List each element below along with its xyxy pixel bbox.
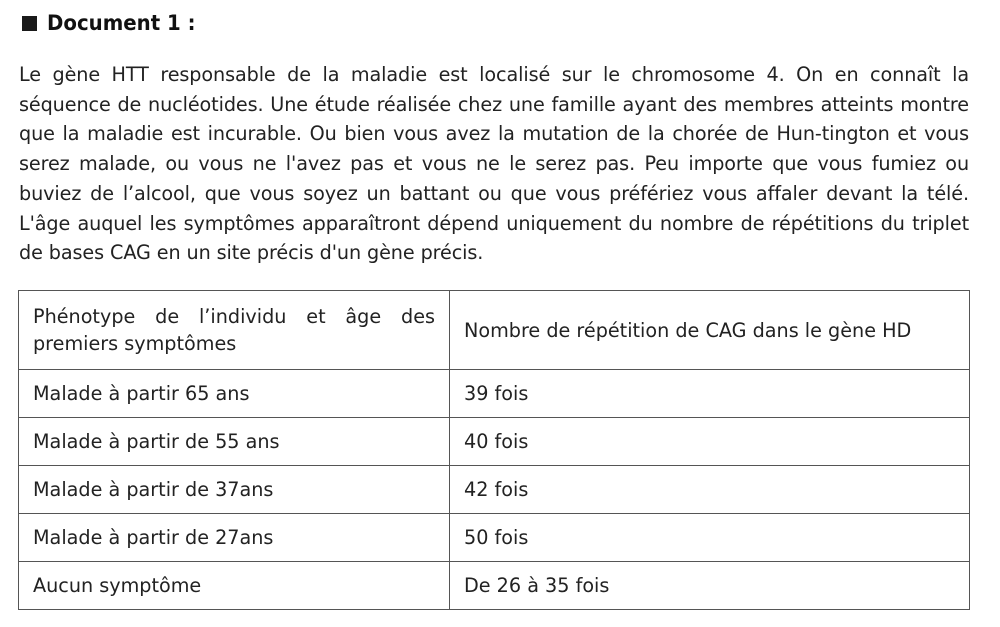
table-cell-phenotype: Malade à partir de 27ans <box>19 514 450 562</box>
table-cell-cag-count: 40 fois <box>450 418 970 466</box>
square-bullet-icon <box>22 16 37 31</box>
table-cell-phenotype: Malade à partir de 55 ans <box>19 418 450 466</box>
table-header-row <box>19 291 970 370</box>
table-cell-cag-count: 50 fois <box>450 514 970 562</box>
table-cell-phenotype: Malade à partir 65 ans <box>19 370 450 418</box>
table-row <box>19 418 970 466</box>
table-row <box>19 514 970 562</box>
table-cell-cag-count: 42 fois <box>450 466 970 514</box>
table-cell-phenotype: Aucun symptôme <box>19 562 450 610</box>
table-row <box>19 562 970 610</box>
table-cell-cag-count: De 26 à 35 fois <box>450 562 970 610</box>
document-paragraph: Le gène HTT responsable de la maladie est localisé sur le chromosome 4. On en connaît la séquence de nucléotides. Une étude réalisée chez une famille ayant des membres atteints montre que la maladie est incurable. Ou bien vous avez la mutation de la chorée de Hun-tington et vous serez malade, ou vous ne l'avez pas et vous ne le serez pas. Peu importe que vous fumiez ou buviez de l’alcool, que vous soyez un battant ou que vous préfériez vous affaler devant la télé. L'âge auquel les symptômes apparaîtront dépend uniquement du nombre de répétitions du triplet de bases CAG en un site précis d'un gène précis. <box>19 63 969 265</box>
table-header-phenotype: Phénotype de l’individu et âge des premiers symptômes <box>19 291 450 370</box>
table-cell-cag-count: 39 fois <box>450 370 970 418</box>
table-row <box>19 370 970 418</box>
table-header-cag-repeats: Nombre de répétition de CAG dans le gène HD <box>450 291 970 370</box>
document-header <box>22 6 205 40</box>
table-row <box>19 466 970 514</box>
table-cell-phenotype: Malade à partir de 37ans <box>19 466 450 514</box>
data-table <box>18 290 970 610</box>
document-title: Document 1 : <box>47 11 196 35</box>
